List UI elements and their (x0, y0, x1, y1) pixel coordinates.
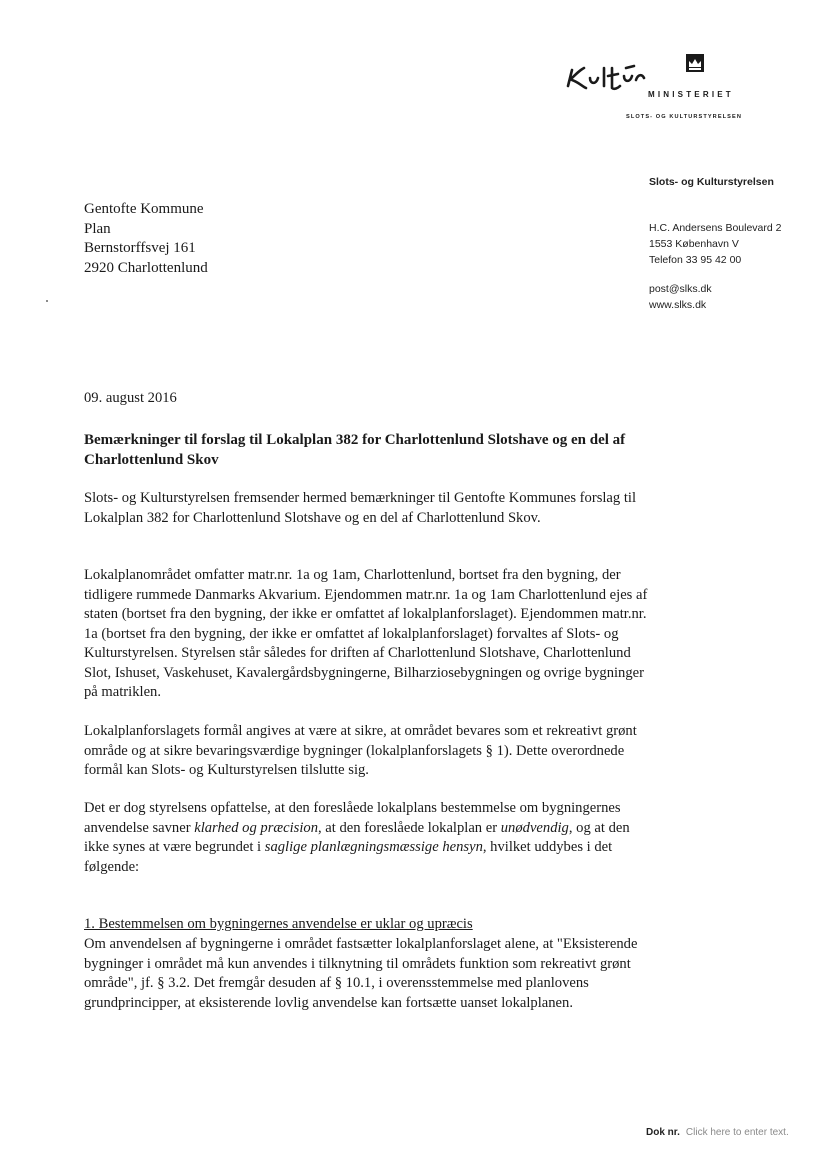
ministry-logo (560, 52, 770, 122)
paragraph-4 (84, 799, 650, 877)
recipient-line-3: Bernstorffsvej 161 (84, 240, 196, 256)
kulturministeriet-logo-mark (560, 52, 770, 122)
paragraph-4-part-b: , at den foreslåede lokalplan er (318, 819, 501, 836)
paragraph-4-emphasis-1: klarhed og præcision (194, 819, 318, 836)
paragraph-4-part-c: , og at den ikke synes at være begrundet i (84, 819, 630, 855)
paragraph-4-emphasis-3: saglige planlægningsmæssige hensyn (264, 839, 483, 855)
recipient-line-4: 2920 Charlottenlund (84, 259, 208, 276)
sender-website: www.slks.dk (649, 299, 707, 311)
section-1-heading: 1. Bestemmelsen om bygningernes anvendelse er uklar og upræcis (84, 916, 473, 932)
recipient-address (84, 200, 208, 278)
sender-phone: Telefon 33 95 42 00 (649, 254, 742, 266)
scan-speck (46, 300, 48, 302)
sender-name: Slots- og Kulturstyrelsen (649, 176, 774, 188)
recipient-line-1: Gentofte Kommune (84, 201, 204, 217)
sender-address (649, 220, 782, 268)
paragraph-3: Lokalplanforslagets formål angives at være at sikre, at området bevares som et rekreativt grønt område og at sikre bevaringsværdige bygninger (lokalplanforslagets § 1). Dette overordnede formål kan Slots- og Kulturstyrelsen tilslutte sig. (84, 723, 637, 778)
paragraph-5: Om anvendelsen af bygningerne i området fastsætter lokalplanforslaget alene, at "Eksisterende bygninger i området må kun anvendes i tilknytning til områdets funktion som rekreativt grønt område", jf. § 3.2. Det fremgår desuden af § 10.1, i overensstemmelse med planlovens grundprincipper, at eksisterende lovlig anvendelse kan fortsætte uanset lokalplanen. (84, 936, 638, 1011)
sender-contact (649, 281, 712, 313)
sender-street: H.C. Andersens Boulevard 2 (649, 222, 782, 234)
paragraph-2: Lokalplanområdet omfatter matr.nr. 1a og 1am, Charlottenlund, bortset fra den bygning, der tidligere rummede Danmarks Akvarium. Ejendommen matr.nr. 1a og 1am Charlottenlund ejes af staten (bortset fra den bygning, der ikke er omfattet af lokalplanforslaget). Ejendommen matr.nr. 1a (bortset fra den bygning, der ikke er omfattet af lokalplanforslaget) forvaltes af Slots- og Kulturstyrelsen. Styrelsen står således for driften af Charlottenlund Slotshave, Charlottenlund Slot, Ishuset, Vaskehuset, Kavalergårdsbygningerne, Bilharziosebygningen og ovrige bygninger på matriklen. (84, 567, 648, 700)
sender-city: 1553 København V (649, 238, 739, 250)
paragraph-4-part-a: Det er dog styrelsens opfattelse, at den foreslåede lokalplans bestemmelse om bygningernes anvendelse savner (84, 800, 621, 836)
document-number-field (646, 1127, 789, 1138)
letter-date: 09. august 2016 (84, 390, 177, 406)
paragraph-4-emphasis-2: unødvendig (500, 819, 569, 836)
sender-email: post@slks.dk (649, 283, 712, 295)
paragraph-1: Slots- og Kulturstyrelsen fremsender hermed bemærkninger til Gentofte Kommunes forslag til Lokalplan 382 for Charlottenlund Slotshave og en del af Charlottenlund Skov. (84, 490, 637, 526)
recipient-line-2: Plan (84, 220, 111, 237)
letter-subject: Bemærkninger til forslag til Lokalplan 382 for Charlottenlund Slotshave og en del af Charlottenlund Skov (84, 432, 626, 468)
document-number-input[interactable]: Click here to enter text. (685, 1127, 789, 1138)
logo-agency-text: SLOTS- OG KULTURSTYRELSEN (626, 114, 742, 120)
document-number-label: Dok nr. (646, 1127, 680, 1138)
logo-ministeriet-text: MINISTERIET (648, 90, 734, 99)
paragraph-4-part-d: , hvilket uddybes i det følgende: (84, 839, 613, 875)
